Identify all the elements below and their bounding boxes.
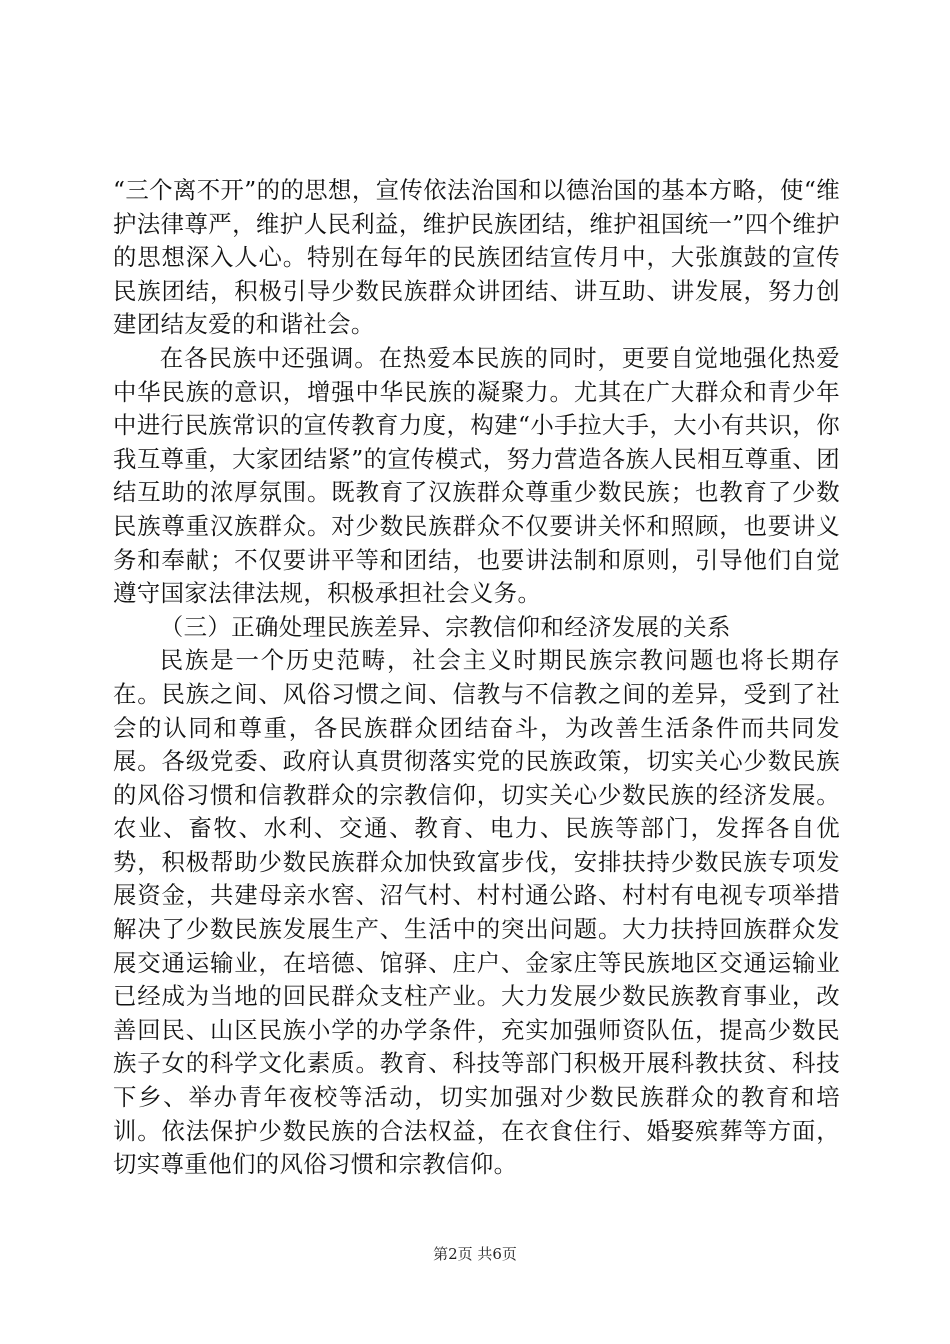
document-body [113, 174, 840, 1182]
page-number-footer: 第2页 共6页 [433, 1245, 517, 1263]
paragraph-2: 在各民族中还强调。在热爱本民族的同时，更要自觉地强化热爱中华民族的意识，增强中华民族的凝聚力。尤其在广大群众和青少年中进行民族常识的宣传教育力度，构建“小手拉大手，大小有共识，你我互尊重，大家团结紧”的宣传模式，努力营造各族人民相互尊重、团结互助的浓厚氛围。既教育了汉族群众尊重少数民族；也教育了少数民族尊重汉族群众。对少数民族群众不仅要讲关怀和照顾，也要讲义务和奉献；不仅要讲平等和团结，也要讲法制和原则，引导他们自觉遵守国家法律法规，积极承担社会义务。 [113, 343, 840, 608]
paragraph-1: “三个离不开”的的思想，宣传依法治国和以德治国的基本方略，使“维护法律尊严，维护人民利益，维护民族团结，维护祖国统一”四个维护的思想深入人心。特别在每年的民族团结宣传月中，大张旗鼓的宣传民族团结，积极引导少数民族群众讲团结、讲互助、讲发展，努力创建团结友爱的和谐社会。 [113, 176, 840, 339]
section-heading: （三）正确处理民族差异、宗教信仰和经济发展的关系 [159, 612, 731, 641]
paragraph-3: 民族是一个历史范畴，社会主义时期民族宗教问题也将长期存在。民族之间、风俗习惯之间、信教与不信教之间的差异，受到了社会的认同和尊重，各民族群众团结奋斗，为改善生活条件而共同发展。各级党委、政府认真贯彻落实党的民族政策，切实关心少数民族的风俗习惯和信教群众的宗教信仰，切实关心少数民族的经济发展。农业、畜牧、水利、交通、教育、电力、民族等部门，发挥各自优势，积极帮助少数民族群众加快致富步伐，安排扶持少数民族专项发展资金，共建母亲水窖、沼气村、村村通公路、村村有电视专项举措解决了少数民族发展生产、生活中的突出问题。大力扶持回族群众发展交通运输业，在培德、馆驿、庄户、金家庄等民族地区交通运输业已经成为当地的回民群众支柱产业。大力发展少数民族教育事业，改善回民、山区民族小学的办学条件，充实加强师资队伍，提高少数民族子女的科学文化素质。教育、科技等部门积极开展科教扶贫、科技下乡、举办青年夜校等活动，切实加强对少数民族群众的教育和培训。依法保护少数民族的合法权益，在衣食住行、婚娶殡葬等方面，切实尊重他们的风俗习惯和宗教信仰。 [113, 646, 840, 1179]
